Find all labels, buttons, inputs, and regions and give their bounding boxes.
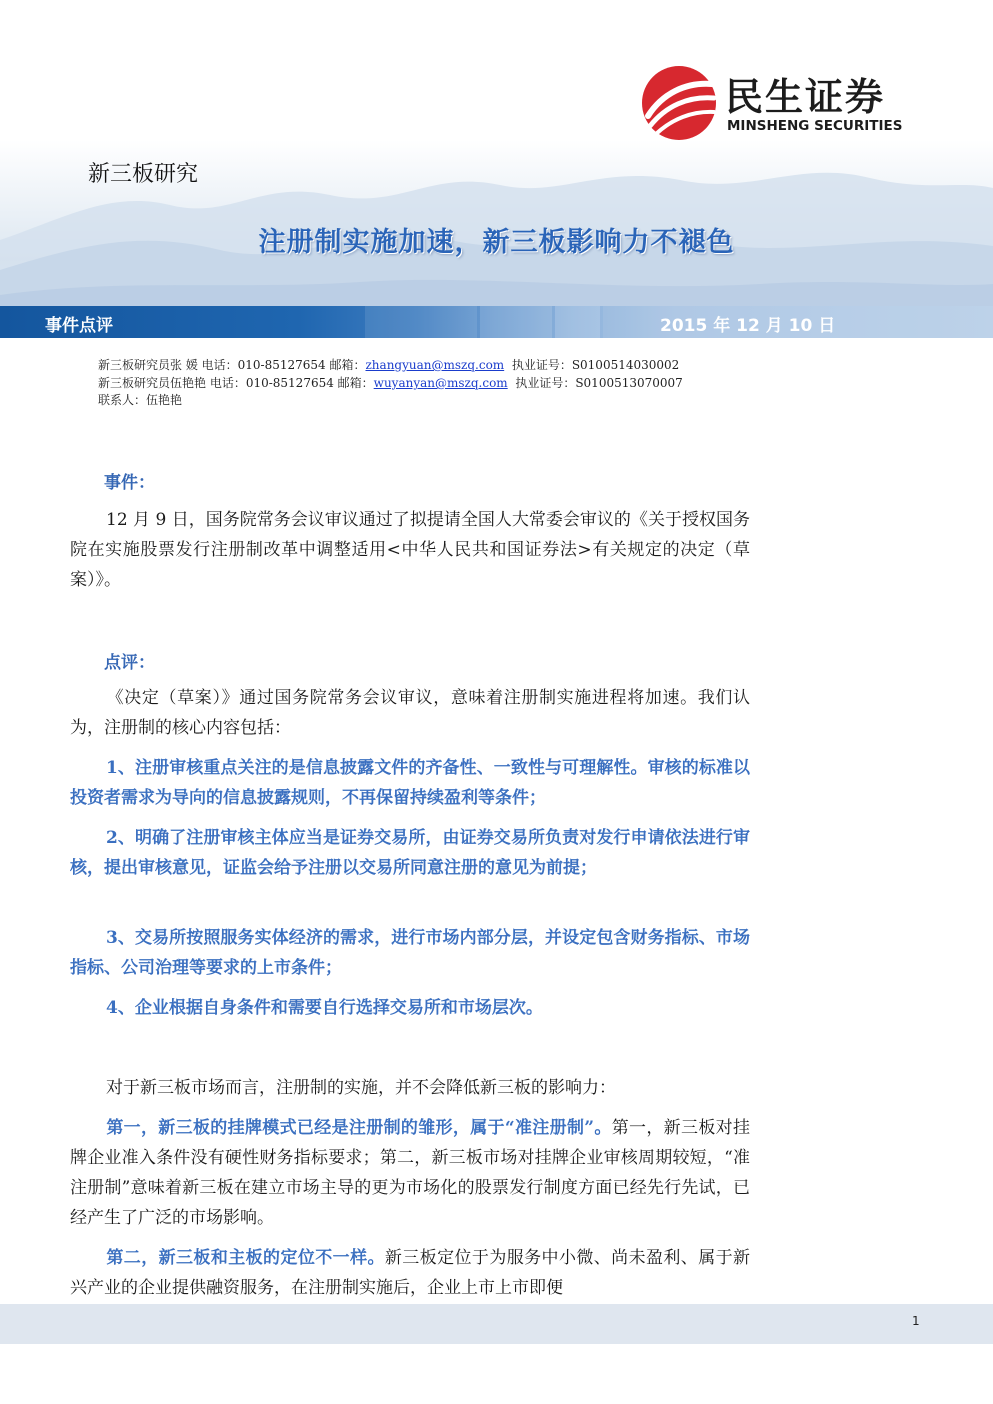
page-footer [0,1304,993,1344]
bar-segment [365,306,477,338]
impact-intro-text: 对于新三板市场而言，注册制的实施，并不会降低新三板的影响力： [106,1078,616,1098]
event-heading: 事件： [104,473,155,493]
first-point-highlight: 第一，新三板的挂牌模式已经是注册制的雏形，属于“准注册制”。 [106,1118,612,1138]
contact-line: 联系人：伍艳艳 [98,393,183,407]
report-date: 2015 年 12 月 10 日 [660,316,836,336]
second-point-paragraph [70,1243,750,1303]
page-number: 1 [912,1314,920,1328]
report-title: 注册制实施加速，新三板影响力不褪色 [258,227,735,258]
core-point-text: 2、明确了注册审核主体应当是证券交易所，由证券交易所负责对发行申请依法进行审核，提出审核意见，证监会给予注册以交易所同意注册的意见为前提； [70,828,750,878]
core-point-4 [70,993,750,1023]
analyst-email-link[interactable]: zhangyuan@mszq.com [365,358,505,372]
second-point-highlight: 第二，新三板和主板的定位不一样。 [106,1248,385,1268]
impact-intro-paragraph [70,1073,750,1103]
core-point-3 [70,923,750,983]
analyst-license: 执业证号：S0100514030002 [511,358,680,372]
core-point-2 [70,823,750,883]
analyst-line [98,374,683,391]
comment-intro-paragraph [70,683,750,743]
event-text: 12 月 9 日，国务院常务会议审议通过了拟提请全国人大常委会审议的《关于授权国务院在实施股票发行注册制改革中调整适用<中华人民共和国证券法>有关规定的决定（草案）》。 [70,510,750,590]
analyst-info: 新三板研究员伍艳艳 电话：010-85127654 邮箱： [98,376,374,390]
core-point-1 [70,753,750,813]
first-point-paragraph [70,1113,750,1233]
first-point-text: 第一，新三板对挂牌企业准入条件没有硬性财务指标要求；第二，新三板市场对挂牌企业审核周期较短，“准注册制”意味着新三板在建立市场主导的更为市场化的股票发行制度方面已经先行先试，已经产生了广泛的市场影响。 [70,1118,750,1228]
minsheng-securities-logo [640,64,920,144]
analyst-info: 新三板研究员张 媛 电话：010-85127654 邮箱： [98,358,366,372]
analyst-line [98,356,679,373]
analyst-license: 执业证号：S0100513070007 [515,376,683,390]
comment-heading: 点评： [104,653,155,673]
report-category: 事件点评 [45,316,113,336]
bar-segment [555,306,600,338]
bar-segment [480,306,552,338]
logo-chinese-text: 民生证券 [725,75,886,119]
analyst-email-link[interactable]: wuyanyan@mszq.com [373,376,508,390]
event-paragraph [70,505,750,595]
core-point-text: 1、注册审核重点关注的是信息披露文件的齐备性、一致性与可理解性。审核的标准以投资者需求为导向的信息披露规则，不再保留持续盈利等条件； [70,758,750,808]
core-point-text: 3、交易所按照服务实体经济的需求，进行市场内部分层，并设定包含财务指标、市场指标、公司治理等要求的上市条件； [70,928,750,978]
core-point-text: 4、企业根据自身条件和需要自行选择交易所和市场层次。 [106,998,543,1018]
minsheng-logo-icon [640,64,718,142]
logo-english-text: MINSHENG SECURITIES [727,118,903,134]
comment-intro-text: 《决定（草案）》通过国务院常务会议审议，意味着注册制实施进程将加速。我们认为，注册制的核心内容包括： [70,688,750,738]
second-point-text: 新三板定位于为服务中小微、尚未盈利、属于新兴产业的企业提供融资服务，在注册制实施后，企业上市上市即便 [70,1248,751,1298]
report-series: 新三板研究 [88,162,199,187]
